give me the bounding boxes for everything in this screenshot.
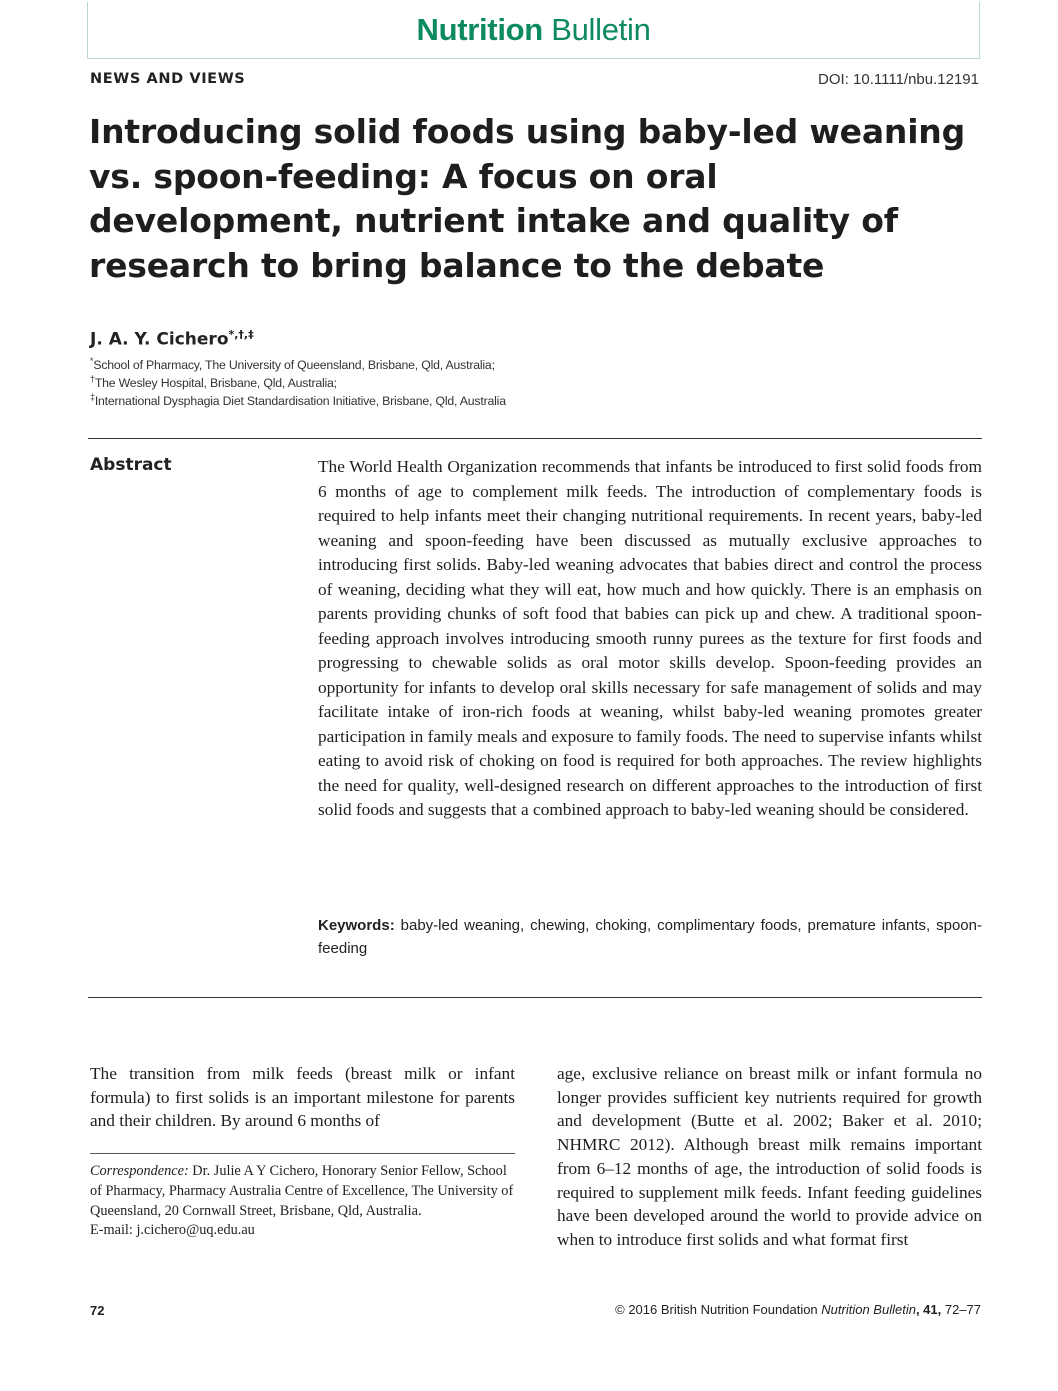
affiliation-mark: *: [90, 356, 94, 366]
footer-citation: [615, 1302, 981, 1317]
author-name: J. A. Y. Cichero: [90, 329, 229, 350]
section-label: NEWS AND VIEWS: [90, 71, 246, 87]
abstract-bottom-rule: [88, 997, 982, 998]
affiliation-mark: ‡: [90, 392, 95, 402]
copyright: © 2016 British Nutrition Foundation: [615, 1302, 822, 1317]
footer-volume: , 41,: [915, 1302, 942, 1317]
correspondence-rule: [90, 1153, 515, 1154]
affiliation-text: School of Pharmacy, The University of Queensland, Brisbane, Qld, Australia;: [93, 358, 495, 373]
email-label: E-mail:: [90, 1222, 133, 1239]
journal-name-bold: Nutrition: [416, 12, 543, 47]
keywords: [318, 914, 982, 960]
footer-pages: 72–77: [941, 1302, 981, 1317]
journal-name-light: Bulletin: [542, 12, 651, 47]
body-left-column: The transition from milk feeds (breast milk or infant formula) to first solids is an important milestone for parents and their children. By around 6 months of: [90, 1064, 515, 1131]
affiliation-3: [90, 392, 506, 408]
doi-link[interactable]: DOI: 10.1111/nbu.12191: [818, 71, 979, 88]
keywords-label: Keywords:: [318, 917, 395, 934]
author-line: [90, 328, 254, 350]
correspondence-label: Correspondence:: [90, 1163, 189, 1179]
journal-name: [416, 12, 650, 48]
affiliation-mark: †: [90, 374, 95, 384]
keywords-list: baby-led weaning, chewing, choking, complimentary foods, premature infants, spoon-feeding: [318, 917, 982, 957]
abstract-top-rule: [88, 438, 982, 439]
article-title: Introducing solid foods using baby-led weaning vs. spoon-feeding: A focus on oral development, nutrient intake and quality of research to bring balance to the debate: [89, 112, 966, 285]
affiliation-text: International Dysphagia Diet Standardisation Initiative, Brisbane, Qld, Australia: [94, 394, 506, 409]
affiliation-text: The Wesley Hospital, Brisbane, Qld, Australia;: [94, 376, 337, 391]
page-number: 72: [90, 1303, 105, 1318]
correspondence-text: Dr. Julie A Y Cichero, Honorary Senior Fellow, School of Pharmacy, Pharmacy Australia Centre of Excellence, The University of Queensland, 20 Cornwall Street, Brisbane, Qld, Australia.: [90, 1163, 514, 1219]
author-marks: *,†,‡: [228, 328, 254, 341]
body-right-column: age, exclusive reliance on breast milk or infant formula no longer provides sufficient key nutrients required for growth and development (Butte et al. 2002; Baker et al. 2010; NHMRC 2012). Although breast milk remains important from 6–12 months of age, the introduction of solid foods is required to supplement milk feeds. Infant feeding guidelines have been developed around the world to provide advice on when to introduce first solids and what format first: [557, 1064, 982, 1249]
affiliation-1: [90, 356, 495, 372]
affiliation-2: [90, 374, 337, 390]
abstract-text: The World Health Organization recommends that infants be introduced to first solid foods from 6 months of age to complement milk feeds. The introduction of complementary foods is required to help infants meet their changing nutritional requirements. In recent years, baby-led weaning and spoon-feeding have been discussed as mutually exclusive approaches to introducing first solids. Baby-led weaning advocates that babies direct and control the process of weaning, deciding what they will eat, how much and how quickly. There is an emphasis on parents providing chunks of soft food that babies can pick up and chew. A traditional spoon-feeding approach involves introducing smooth runny purees as the texture for first foods and progressing to chewable solids as oral motor skills develop. Spoon-feeding provides an opportunity for infants to develop oral skills necessary for safe management of solids and may facilitate intake of iron-rich foods at weaning, whilst baby-led weaning promotes greater participation in family meals and exposure to family foods. The need to supervise infants whilst eating to avoid risk of choking on food is required for both approaches. The review highlights the need for quality, well-designed research on different approaches to the introduction of first solid foods and suggests that a combined approach to baby-led weaning should be considered.: [318, 457, 982, 819]
abstract-heading: Abstract: [90, 455, 172, 475]
correspondence-note: [90, 1162, 515, 1241]
journal-masthead: [87, 2, 980, 59]
email-address[interactable]: j.cichero@uq.edu.au: [132, 1222, 255, 1239]
footer-journal: Nutrition Bulletin: [821, 1302, 916, 1317]
